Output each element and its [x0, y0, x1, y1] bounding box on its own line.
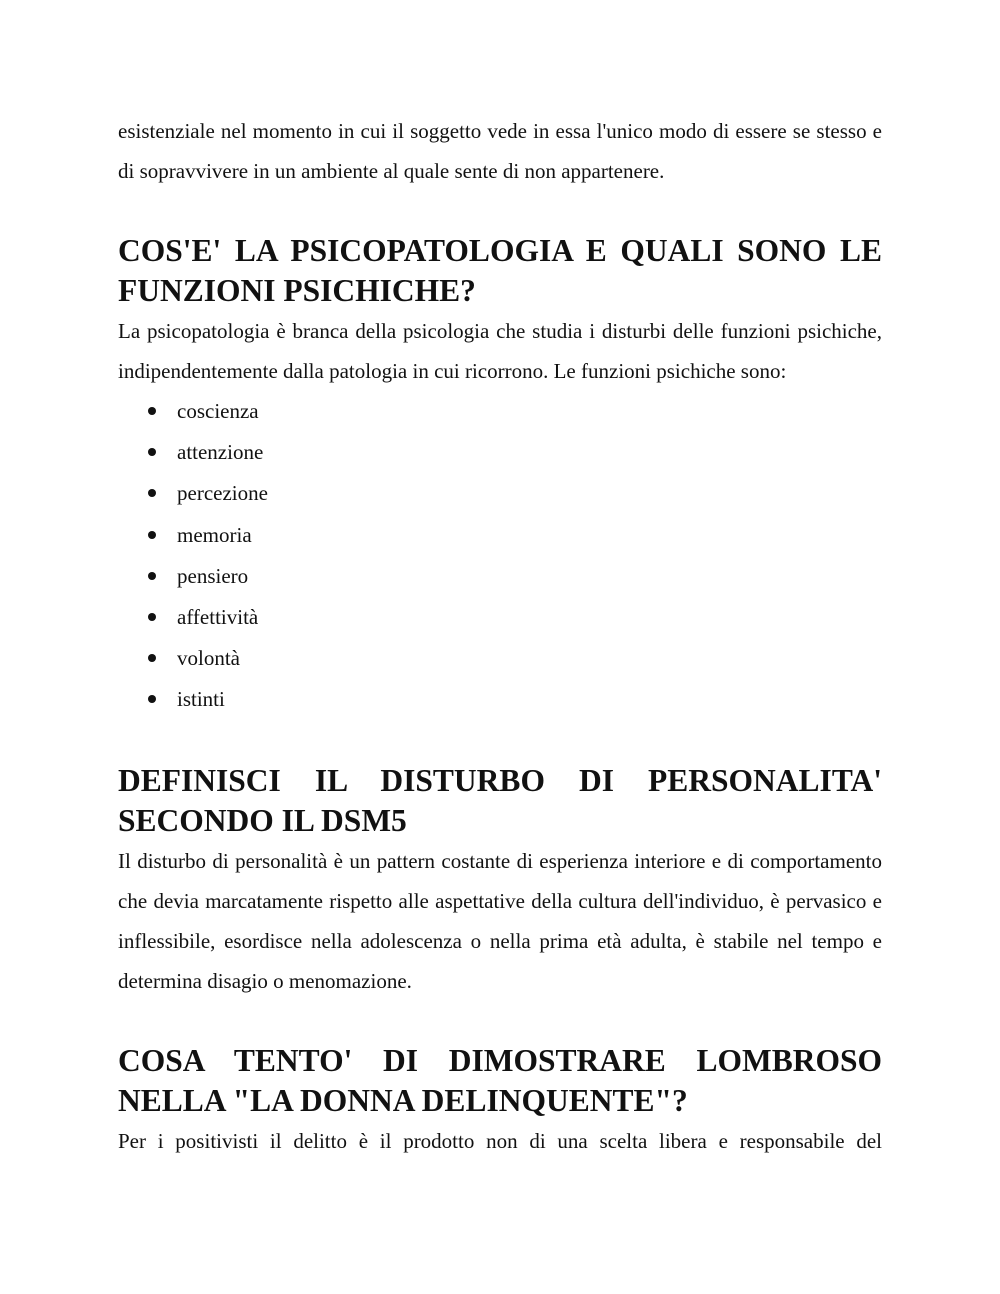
section-heading-lombroso: COSA TENTO' DI DIMOSTRARE LOMBROSO NELLA "LA DONNA DELINQUENTE"? — [118, 1042, 882, 1118]
list-item: memoria — [118, 515, 882, 556]
list-item: volontà — [118, 638, 882, 679]
document-page — [118, 111, 882, 1161]
bullet-icon — [148, 572, 156, 580]
bullet-icon — [148, 489, 156, 497]
list-item: coscienza — [118, 391, 882, 432]
bullet-icon — [148, 448, 156, 456]
spacer — [118, 721, 882, 761]
list-item: attenzione — [118, 432, 882, 473]
list-item: percezione — [118, 473, 882, 514]
funzioni-psichiche-list — [118, 391, 882, 721]
disturbo-personalita-paragraph: Il disturbo di personalità è un pattern costante di esperienza interiore e di comportamento che devia marcatamente rispetto alle aspettative della cultura dell'individuo, è pervasico e inflessibile, esordisce nella adolescenza o nella prima età adulta, è stabile nel tempo e determina disagio o menomazione. — [118, 848, 882, 993]
bullet-icon — [148, 695, 156, 703]
spacer — [118, 1001, 882, 1041]
section-heading-psicopatologia: COS'E' LA PSICOPATOLOGIA E QUALI SONO LE FUNZIONI PSICHICHE? — [118, 233, 882, 308]
bullet-icon — [148, 531, 156, 539]
psicopatologia-paragraph: La psicopatologia è branca della psicologia che studia i disturbi delle funzioni psichiche, indipendentemente dalla patologia in cui ricorrono. Le funzioni psichiche sono: — [118, 319, 882, 383]
list-item: pensiero — [118, 556, 882, 597]
lombroso-paragraph: Per i positivisti il delitto è il prodotto non di una scelta libera e responsabile del — [118, 1128, 882, 1153]
section-heading-disturbo-personalita: DEFINISCI IL DISTURBO DI PERSONALITA' SECONDO IL DSM5 — [118, 762, 882, 838]
list-item: istinti — [118, 679, 882, 720]
bullet-icon — [148, 407, 156, 415]
list-item: affettività — [118, 597, 882, 638]
intro-paragraph: esistenziale nel momento in cui il soggetto vede in essa l'unico modo di essere se stesso e di sopravvivere in un ambiente al quale sente di non appartenere. — [118, 119, 882, 183]
spacer — [118, 191, 882, 231]
bullet-icon — [148, 654, 156, 662]
bullet-icon — [148, 613, 156, 621]
